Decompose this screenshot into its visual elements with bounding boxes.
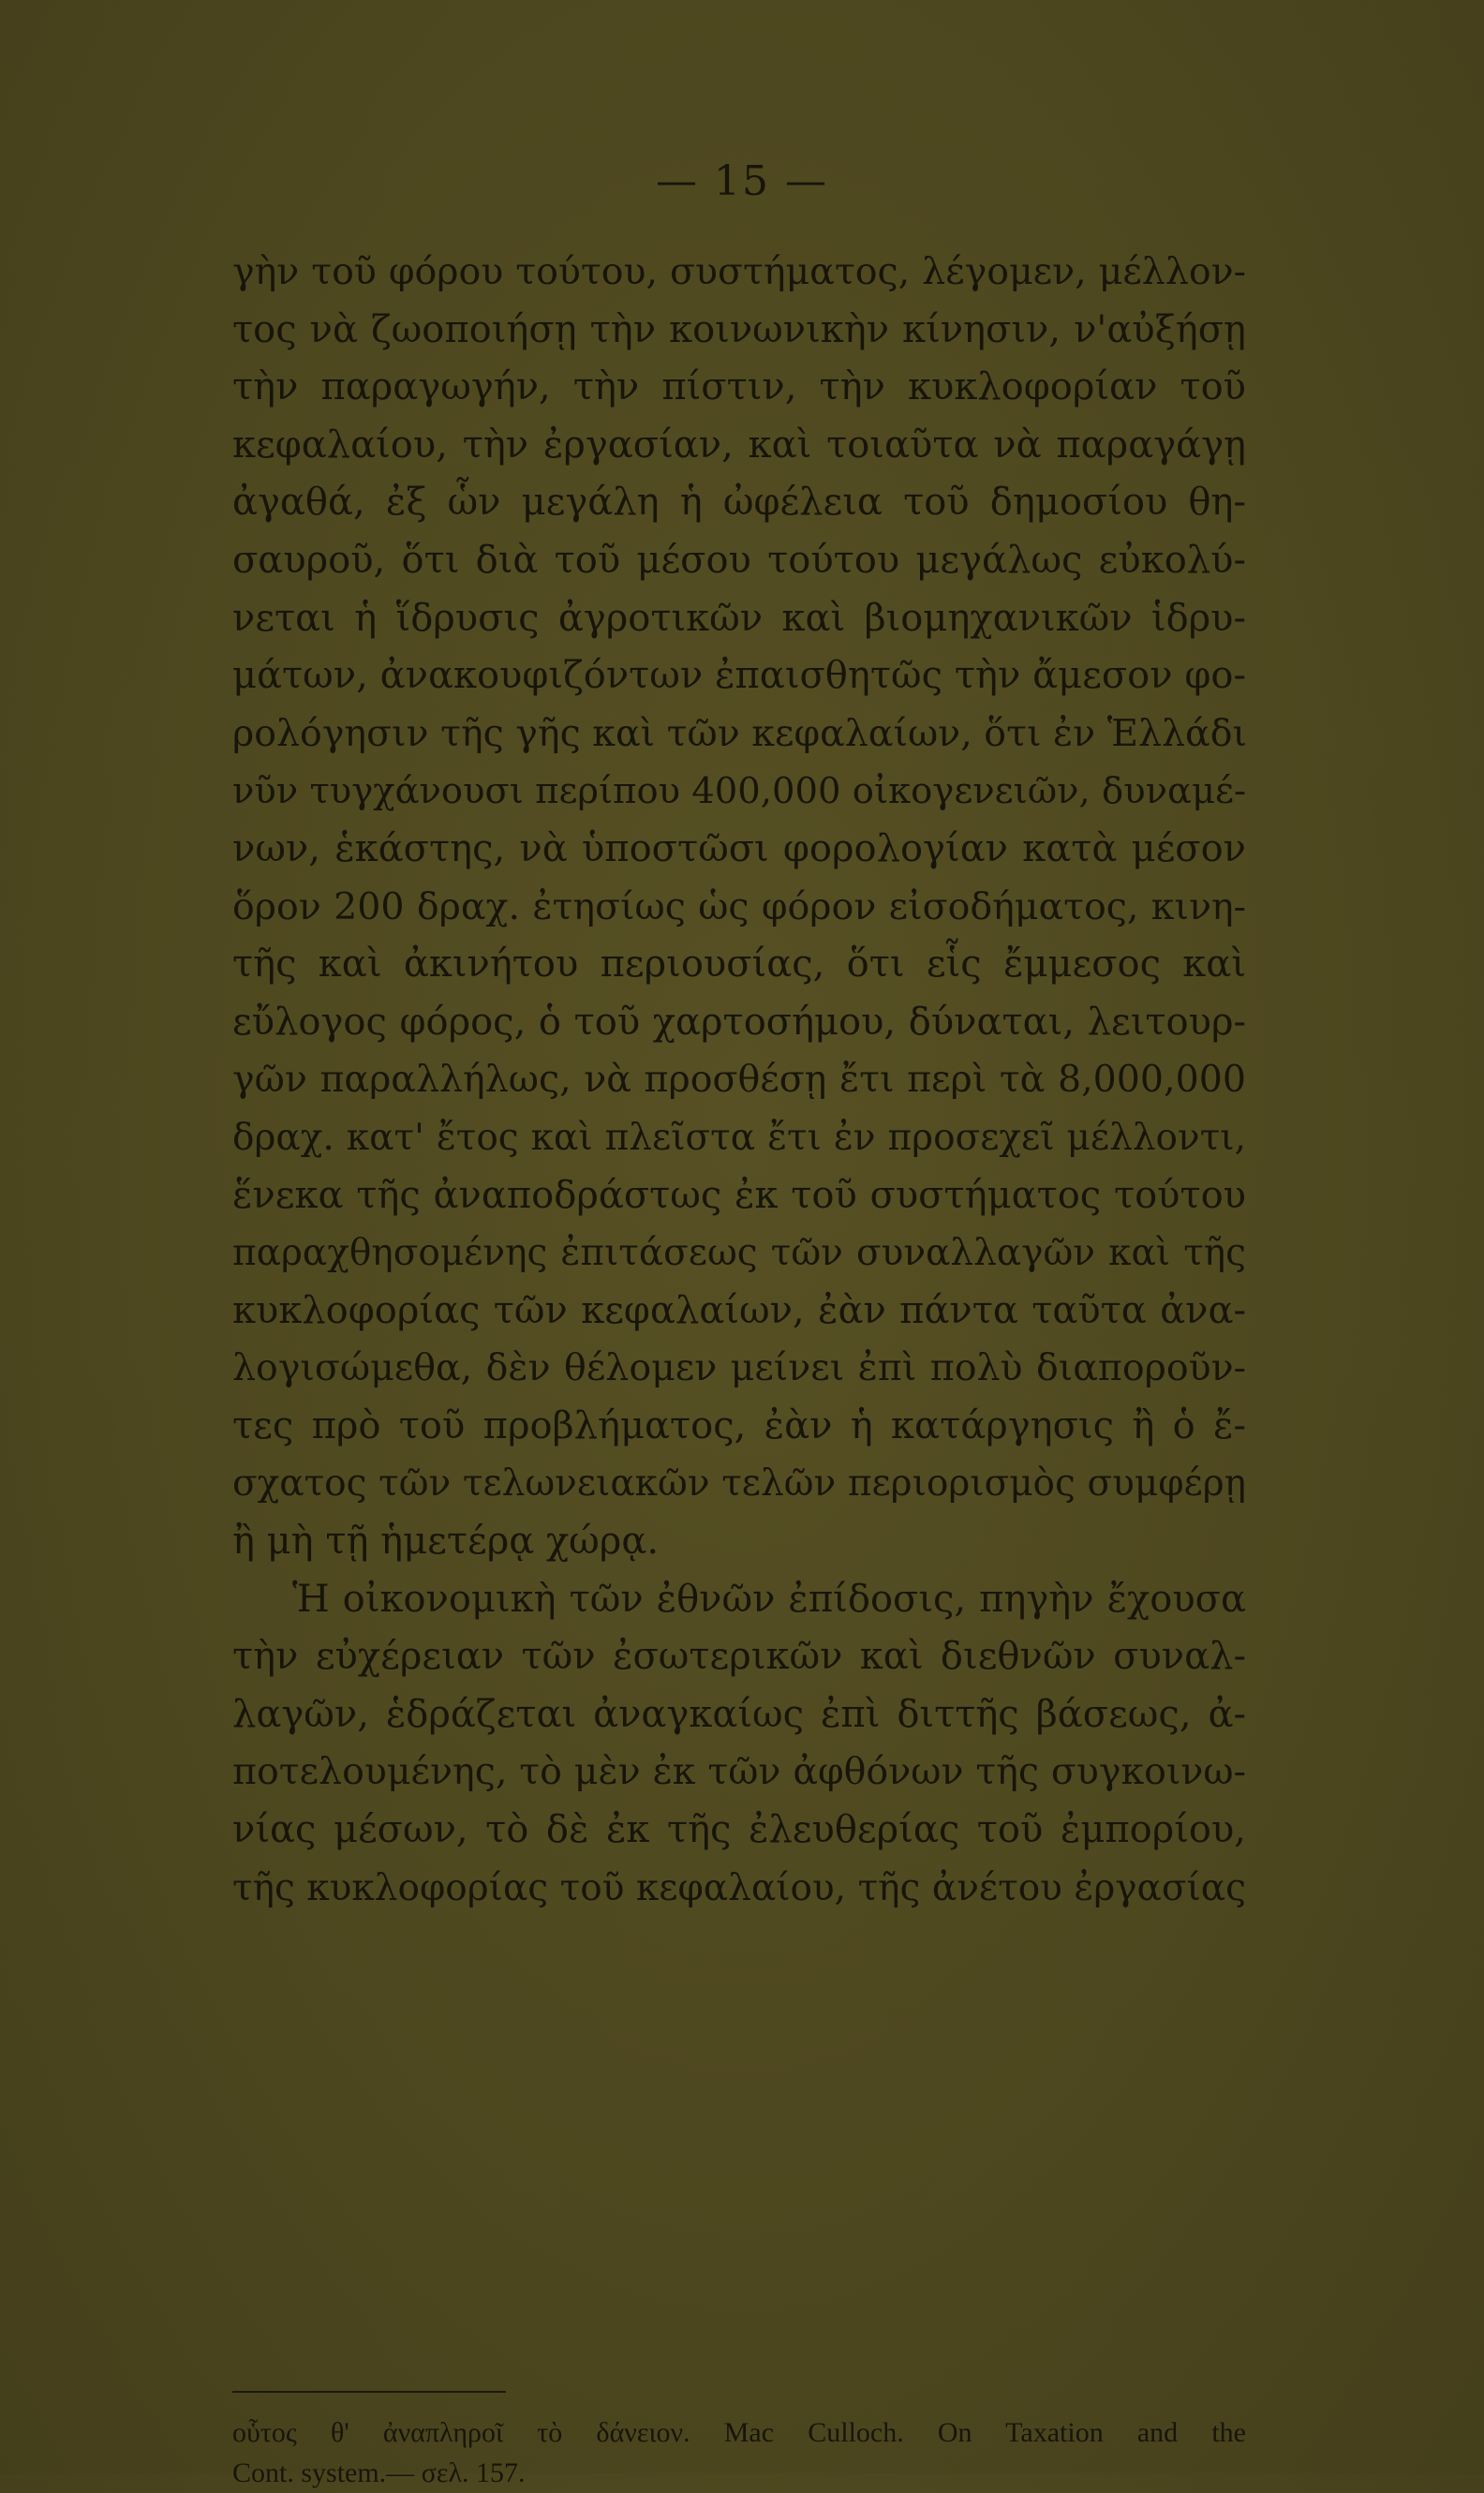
text-line: παραχθησομένης ἐπιτάσεως τῶν συναλλαγῶν καὶ τῆς bbox=[232, 1232, 1246, 1275]
body-text bbox=[232, 244, 1246, 1917]
text-line: εὔλογος φόρος, ὁ τοῦ χαρτοσήμου, δύναται, λειτουρ- bbox=[232, 1000, 1246, 1044]
text-line: σχατος τῶν τελωνειακῶν τελῶν περιορισμὸς συμφέρῃ bbox=[232, 1462, 1246, 1506]
footnote-divider bbox=[232, 2391, 506, 2393]
text-line: νων, ἑκάστης, νὰ ὑποστῶσι φορολογίαν κατὰ μέσον bbox=[232, 826, 1246, 870]
text-line: δραχ. κατ' ἔτος καὶ πλεῖστα ἔτι ἐν προσεχεῖ μέλλοντι, bbox=[232, 1116, 1246, 1159]
text-line: τος νὰ ζωοποιήσῃ τὴν κοινωνικὴν κίνησιν, ν'αὐξήσῃ bbox=[232, 307, 1246, 351]
text-line: τὴν παραγωγήν, τὴν πίστιν, τὴν κυκλοφορίαν τοῦ bbox=[232, 365, 1246, 409]
text-line: γὴν τοῦ φόρου τούτου, συστήματος, λέγομεν, μέλλον- bbox=[232, 250, 1246, 293]
text-line: λαγῶν, ἑδράζεται ἀναγκαίως ἐπὶ διττῆς βάσεως, ἀ- bbox=[232, 1692, 1246, 1736]
footnote-line: Cont. system.— σελ. 157. bbox=[232, 2457, 526, 2488]
text-line: ὅρον 200 δραχ. ἐτησίως ὡς φόρον εἰσοδήματος, κινη- bbox=[232, 884, 1246, 928]
text-line: νίας μέσων, τὸ δὲ ἐκ τῆς ἐλευθερίας τοῦ ἐμπορίου, bbox=[232, 1808, 1246, 1852]
text-line: ἕνεκα τῆς ἀναποδράστως ἐκ τοῦ συστήματος τούτου bbox=[232, 1173, 1246, 1217]
text-line: νεται ἡ ἵδρυσις ἀγροτικῶν καὶ βιομηχανικῶν ἱδρυ- bbox=[232, 596, 1246, 640]
paragraph-end-line: ἢ μὴ τῇ ἡμετέρᾳ χώρᾳ. bbox=[232, 1520, 660, 1564]
text-line: ποτελουμένης, τὸ μὲν ἐκ τῶν ἀφθόνων τῆς συγκοινω- bbox=[232, 1750, 1246, 1794]
text-line: τὴν εὐχέρειαν τῶν ἐσωτερικῶν καὶ διεθνῶν συναλ- bbox=[232, 1635, 1246, 1679]
text-line: νῦν τυγχάνουσι περίπου 400,000 οἰκογενειῶν, δυναμέ- bbox=[232, 770, 1246, 813]
footnote bbox=[232, 2412, 1246, 2493]
text-line: ρολόγησιν τῆς γῆς καὶ τῶν κεφαλαίων, ὅτι ἐν Ἑλλάδι bbox=[232, 711, 1247, 755]
text-line: τες πρὸ τοῦ προβλήματος, ἐὰν ἡ κατάργησις ἢ ὁ ἔ- bbox=[232, 1403, 1246, 1447]
text-line: κεφαλαίου, τὴν ἐργασίαν, καὶ τοιαῦτα νὰ παραγάγῃ bbox=[232, 423, 1246, 467]
paragraph-start-line: Ἡ οἰκονομικὴ τῶν ἐθνῶν ἐπίδοσις, πηγὴν ἔχουσα bbox=[292, 1577, 1246, 1621]
text-line: μάτων, ἀνακουφιζόντων ἐπαισθητῶς τὴν ἄμεσον φο- bbox=[232, 654, 1246, 698]
footnote-line: οὗτος θ' ἀναπληροῖ τὸ δάνειον. Mac Culloch. On Taxation and the bbox=[232, 2417, 1246, 2448]
text-line: τῆς καὶ ἀκινήτου περιουσίας, ὅτι εἷς ἔμμεσος καὶ bbox=[232, 942, 1246, 987]
text-line: σαυροῦ, ὅτι διὰ τοῦ μέσου τούτου μεγάλως εὐκολύ- bbox=[232, 538, 1246, 582]
text-line: ἀγαθά, ἐξ ὧν μεγάλη ἡ ὠφέλεια τοῦ δημοσίου θη- bbox=[232, 481, 1246, 525]
page-number: — 15 — bbox=[656, 157, 828, 205]
text-line: τῆς κυκλοφορίας τοῦ κεφαλαίου, τῆς ἀνέτου ἐργασίας bbox=[232, 1866, 1246, 1909]
text-line: γῶν παραλλήλως, νὰ προσθέσῃ ἔτι περὶ τὰ 8,000,000 bbox=[232, 1058, 1246, 1102]
text-line: λογισώμεθα, δὲν θέλομεν μείνει ἐπὶ πολὺ διαποροῦν- bbox=[232, 1346, 1246, 1390]
text-line: κυκλοφορίας τῶν κεφαλαίων, ἐὰν πάντα ταῦτα ἀνα- bbox=[232, 1288, 1246, 1332]
